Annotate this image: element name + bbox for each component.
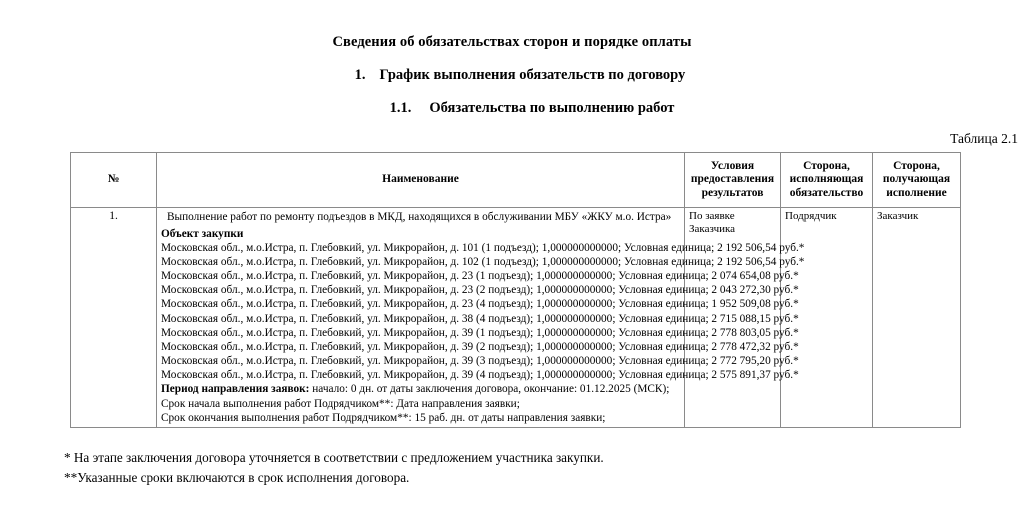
procurement-intro: Выполнение работ по ремонту подъездов в МКД, находящихся в обслуживании МБУ «ЖКУ м.о. Истра» xyxy=(167,211,672,223)
object-items-list xyxy=(161,241,805,383)
footnote-double-asterisk: **Указанные сроки включаются в срок исполнения договора. xyxy=(64,469,410,485)
column-header-receiving-party xyxy=(873,153,961,208)
column-header-executing-party-line1: Сторона, xyxy=(803,160,850,173)
table-caption: Таблица 2.1 xyxy=(950,131,1018,146)
list-item: Московская обл., м.о.Истра, п. Глебовкий, ул. Микрорайон, д. 39 (2 подъезд); 1,000000000000; Условная единица; 2 778 472,32 руб.* xyxy=(161,340,799,353)
obligations-table xyxy=(70,152,961,428)
term-line xyxy=(161,397,680,411)
cell-row-number: 1. xyxy=(71,208,157,428)
term-label: Период направления заявок: xyxy=(161,383,310,396)
column-header-conditions xyxy=(685,153,781,208)
column-header-executing-party xyxy=(781,153,873,208)
list-item: Московская обл., м.о.Истра, п. Глебовкий, ул. Микрорайон, д. 101 (1 подъезд); 1,000000000000; Условная единица; 2 192 506,54 руб.* xyxy=(161,241,805,254)
footnote-single-asterisk: * На этапе заключения договора уточняется в соответствии с предложением участника закупки. xyxy=(64,449,604,465)
heading-section-1-1-text: Обязательства по выполнению работ xyxy=(429,100,675,116)
heading-section-1-number: 1. xyxy=(354,67,366,83)
term-value: Срок начала выполнения работ Подрядчиком**: Дата направления заявки; xyxy=(161,397,520,410)
footnotes xyxy=(0,428,1024,488)
list-item: Московская обл., м.о.Истра, п. Глебовкий, ул. Микрорайон, д. 39 (4 подъезд); 1,000000000000; Условная единица; 2 575 891,37 руб.* xyxy=(161,369,799,382)
list-item: Московская обл., м.о.Истра, п. Глебовкий, ул. Микрорайон, д. 23 (1 подъезд); 1,000000000000; Условная единица; 2 074 654,08 руб.* xyxy=(161,270,799,282)
cell-executing-party: Подрядчик xyxy=(781,208,873,428)
condition-line-1: По заявке xyxy=(689,210,735,222)
column-header-conditions-line1: Условия xyxy=(710,160,755,173)
list-item: Московская обл., м.о.Истра, п. Глебовкий, ул. Микрорайон, д. 23 (4 подъезд); 1,000000000000; Условная единица; 1 952 509,08 руб.* xyxy=(161,298,799,311)
column-header-executing-party-line3: обязательство xyxy=(789,186,864,199)
list-item: Московская обл., м.о.Истра, п. Глебовкий, ул. Микрорайон, д. 102 (1 подъезд); 1,000000000000; Условная единица; 2 192 506,54 руб.* xyxy=(161,255,805,268)
list-item: Московская обл., м.о.Истра, п. Глебовкий, ул. Микрорайон, д. 38 (4 подъезд); 1,000000000000; Условная единица; 2 715 088,15 руб.* xyxy=(161,312,799,325)
list-item: Московская обл., м.о.Истра, п. Глебовкий, ул. Микрорайон, д. 23 (2 подъезд); 1,000000000000; Условная единица; 2 043 272,30 руб.* xyxy=(161,284,799,297)
heading-section-1 xyxy=(0,51,1024,84)
column-header-conditions-line3: результатов xyxy=(701,186,764,199)
column-header-receiving-party-line2: получающая xyxy=(882,173,951,186)
column-header-conditions-line2: предоставления xyxy=(690,173,775,186)
column-header-receiving-party-line3: исполнение xyxy=(886,186,947,199)
column-header-receiving-party-line1: Сторона, xyxy=(893,160,940,173)
column-header-number: № xyxy=(71,153,157,208)
table-header xyxy=(71,153,961,208)
cell-receiving-party: Заказчик xyxy=(873,208,961,428)
table-row xyxy=(71,208,961,428)
heading-section-1-1-number: 1.1. xyxy=(389,100,412,116)
column-header-name: Наименование xyxy=(157,153,685,208)
term-value: начало: 0 дн. от даты заключения договора, окончание: 01.12.2025 (МСК); xyxy=(309,383,670,396)
column-header-executing-party-line2: исполняющая xyxy=(789,173,864,186)
document-title: Сведения об обязательствах сторон и порядке оплаты xyxy=(332,34,692,50)
table-body xyxy=(71,208,961,428)
term-line xyxy=(161,382,680,396)
terms-list xyxy=(161,382,680,425)
heading-section-1-text: График выполнения обязательств по договору xyxy=(379,67,686,83)
condition-line-2: Заказчика xyxy=(689,222,736,235)
list-item: Московская обл., м.о.Истра, п. Глебовкий, ул. Микрорайон, д. 39 (3 подъезд); 1,000000000000; Условная единица; 2 772 795,20 руб.* xyxy=(161,355,799,368)
table-header-row xyxy=(71,153,961,208)
term-value: Срок окончания выполнения работ Подрядчиком**: 15 раб. дн. от даты направления заявки; xyxy=(161,411,606,424)
object-label: Объект закупки xyxy=(161,227,244,240)
term-line xyxy=(161,411,680,425)
list-item: Московская обл., м.о.Истра, п. Глебовкий, ул. Микрорайон, д. 39 (1 подъезд); 1,000000000000; Условная единица; 2 778 803,05 руб.* xyxy=(161,326,799,339)
table-container xyxy=(0,152,1024,428)
heading-section-1-1 xyxy=(0,84,1024,117)
